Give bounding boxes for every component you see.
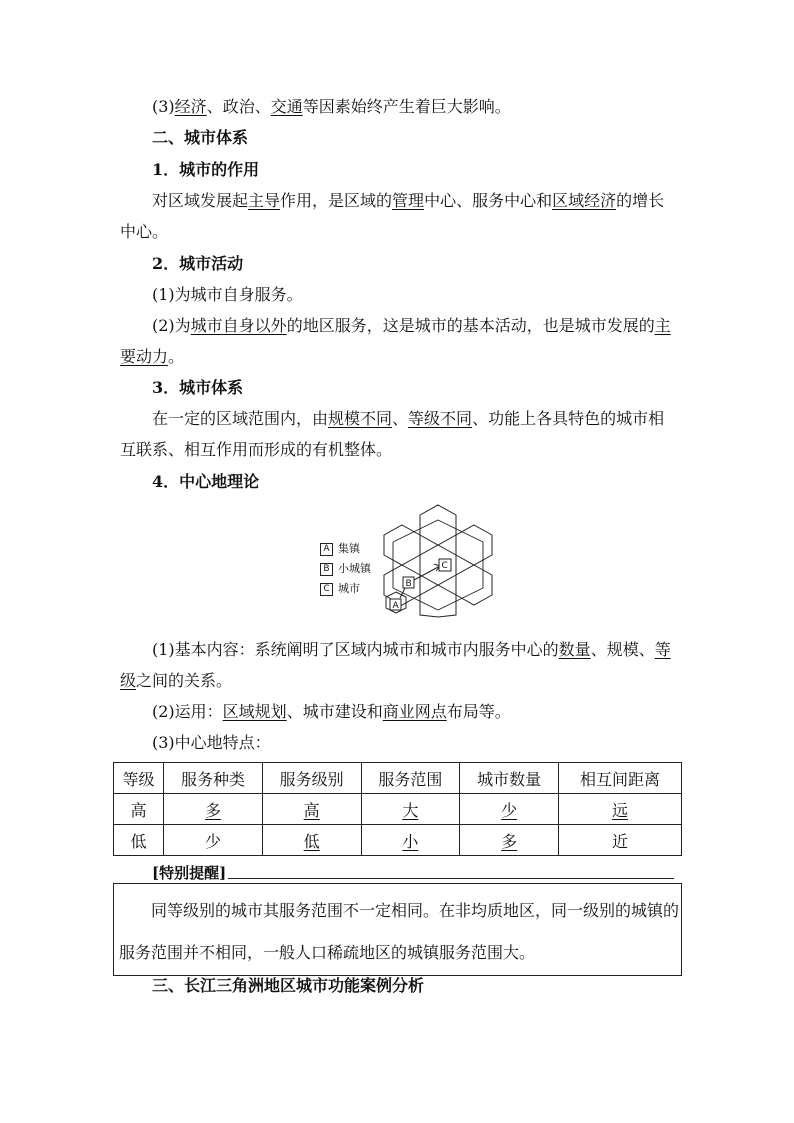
table-header: 等级 [114,763,164,794]
legend-item-a [320,540,360,556]
blank-answer: 要动力 [120,347,169,366]
text: 、功能上各具特色的城市相 [472,409,665,428]
text-line-p7: (3)中心地特点： [152,733,271,752]
table-header: 服务范围 [361,763,460,794]
table-cell [460,825,559,856]
table-cell [164,794,263,825]
arrow-b-c [414,566,440,580]
text: (3) [152,97,175,116]
table-cell: 高 [114,794,164,825]
text: 的增长 [616,191,665,210]
table-cell [361,794,460,825]
text: 、政治、 [206,97,271,116]
text-line-p1 [152,191,664,211]
legend-key: C [320,583,333,596]
section-heading-3: 三、长江三角洲地区城市功能案例分析 [152,976,425,995]
blank-answer: 小 [402,831,419,851]
blank-answer: 等级不同 [408,409,473,428]
blank-answer: 多 [501,831,518,851]
blank-answer: 少 [501,800,518,820]
text: (1)基本内容：系统阐明了区域内城市和城市内服务中心的 [152,640,559,659]
node-a-label: A [392,601,399,611]
text: 之间的关系。 [136,671,233,690]
node-b-label: B [405,579,412,589]
text: 作用，是区域的 [280,191,393,210]
legend-label: 城市 [338,582,360,595]
legend-item-c [320,580,360,596]
blank-answer: 经济 [174,97,207,116]
subheading-central-place: 4．中心地理论 [152,472,260,491]
text: 、规模、 [590,640,655,659]
table-header: 服务级别 [262,763,361,794]
tip-divider [228,878,674,879]
text-line-p4 [152,409,664,429]
blank-answer: 规模不同 [328,409,393,428]
tip-box [113,883,682,976]
legend-label: 小城镇 [338,562,371,575]
tip-label: [特别提醒] [152,864,227,882]
text: 在一定的区域范围内，由 [152,409,329,428]
table-cell: 近 [558,825,681,856]
blank-answer: 管理 [392,191,425,210]
central-place-table [113,762,682,856]
table-header: 服务种类 [164,763,263,794]
text: 布局等。 [446,702,511,721]
blank-answer: 大 [402,800,419,820]
section-heading-2: 二、城市体系 [152,128,249,147]
subheading-city-system: 3．城市体系 [152,378,244,397]
tip-line-1: 同等级别的城市其服务范围不一定相同。在非均质地区，同一级别的城镇的 [151,901,680,920]
table-cell [262,794,361,825]
blank-answer: 区域规划 [222,702,287,721]
table-cell [460,794,559,825]
text-line-p4-cont: 互联系、相互作用而形成的有机整体。 [120,440,393,459]
text-line-p5 [152,640,671,660]
node-c-label: C [441,561,448,571]
text: 。 [168,347,185,366]
text: (2)为 [152,316,191,335]
text: 等因素始终产生着巨大影响。 [302,97,511,116]
tip-line-2: 服务范围并不相同，一般人口稀疏地区的城镇服务范围大。 [119,943,536,962]
blank-answer: 主 [654,316,671,335]
blank-answer: 低 [303,831,320,851]
blank-answer: 等 [654,640,671,659]
text-line-p1-cont: 中心。 [120,222,169,241]
hexagon [420,585,456,617]
text-line-p3-cont [120,347,184,367]
table-row [114,825,682,856]
blank-answer: 数量 [558,640,591,659]
text-line-p3 [152,316,671,336]
blank-answer: 远 [611,800,628,820]
table-cell [361,825,460,856]
text: 对区域发展起 [152,191,249,210]
table-cell: 低 [114,825,164,856]
hexagon-diagram [378,500,510,618]
table-header: 城市数量 [460,763,559,794]
text-line-p5-cont [120,671,232,691]
text: 的地区服务，这是城市的基本活动，也是城市发展的 [286,316,655,335]
blank-answer: 主导 [248,191,281,210]
blank-answer: 级 [120,671,137,690]
subheading-city-role: 1．城市的作用 [152,160,260,179]
legend-key: A [320,543,333,556]
text: 、城市建设和 [286,702,383,721]
table-header-row [114,763,682,794]
table-cell [558,794,681,825]
text: 中心、服务中心和 [424,191,553,210]
blank-answer: 商业网点 [382,702,447,721]
hexagon [420,505,456,545]
table-header: 相互间距离 [558,763,681,794]
text: 、 [392,409,409,428]
table-cell: 少 [164,825,263,856]
text: (2)运用： [152,702,223,721]
blank-answer: 多 [204,800,221,820]
blank-answer: 城市自身以外 [190,316,287,335]
text-line-1 [152,97,511,117]
legend-item-b [320,560,371,576]
legend-label: 集镇 [338,542,360,555]
blank-answer: 高 [303,800,320,820]
table-row [114,794,682,825]
blank-answer: 区域经济 [552,191,617,210]
blank-answer: 交通 [270,97,303,116]
text-line-p2: (1)为城市自身服务。 [152,285,303,304]
legend-key: B [320,563,333,576]
table-cell [262,825,361,856]
subheading-city-activity: 2．城市活动 [152,254,244,273]
text-line-p6 [152,702,511,722]
